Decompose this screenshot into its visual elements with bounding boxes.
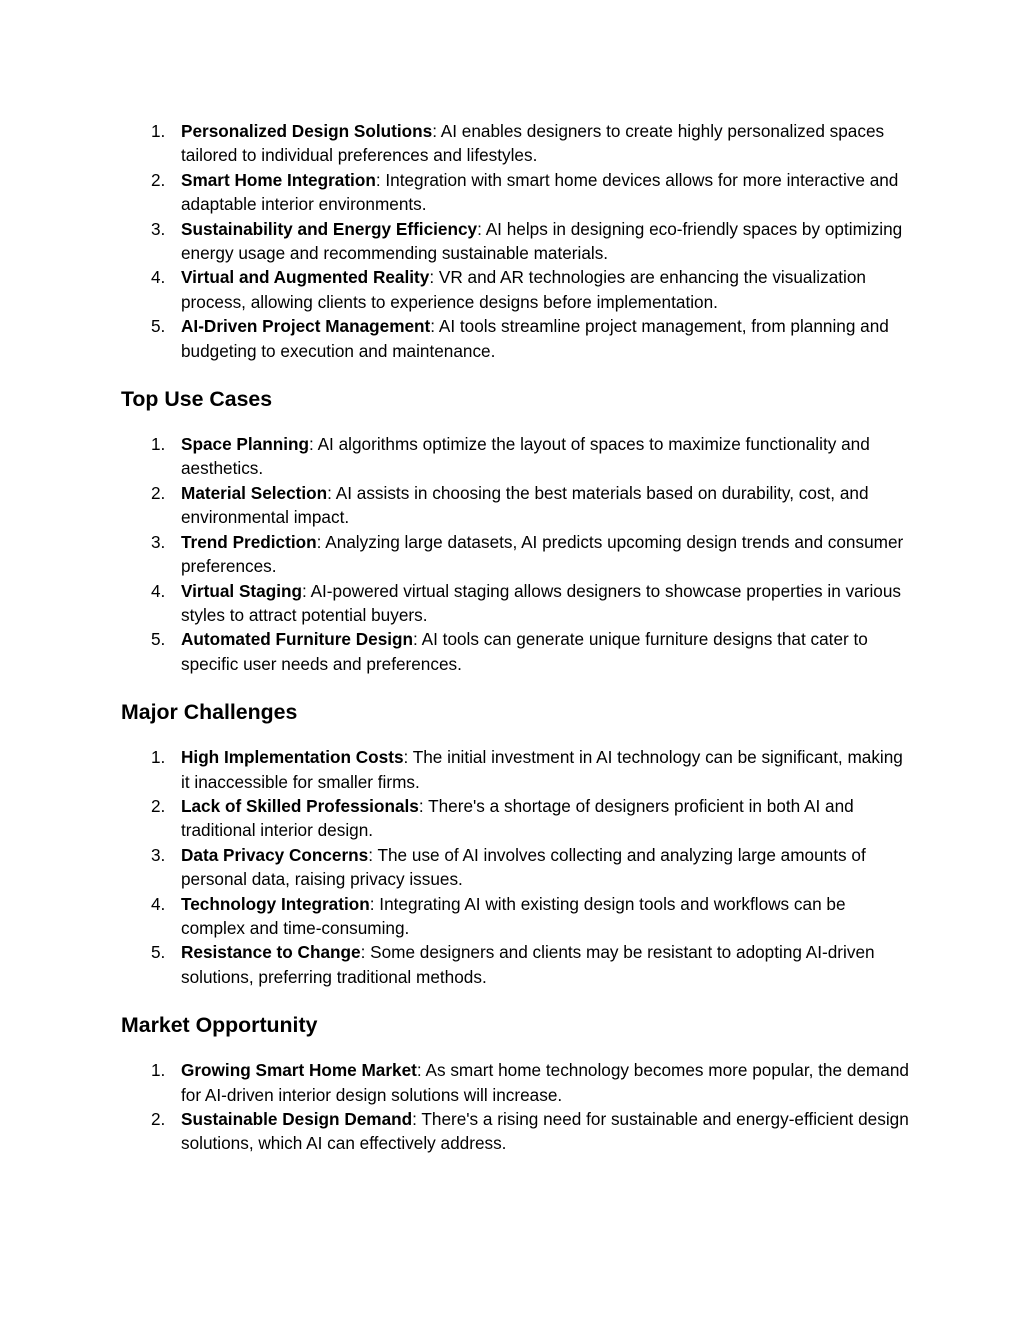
list-item-text: : AI helps in designing eco-friendly spaces by optimizing energy usage and recommending sustainable materials. xyxy=(181,218,903,264)
list-item-term: Smart Home Integration xyxy=(181,169,376,190)
list-item xyxy=(121,1107,911,1156)
list-number: 5. xyxy=(151,942,166,963)
list-item-text: : There's a rising need for sustainable and energy-efficient design solutions, which AI can effectively address. xyxy=(181,1109,909,1154)
list-item xyxy=(121,892,911,941)
trends-list xyxy=(121,119,911,363)
list-item-text: : Integrating AI with existing design tools and workflows can be complex and time-consuming. xyxy=(181,893,846,938)
list-item-term: Automated Furniture Design xyxy=(181,629,414,650)
list-number: 2. xyxy=(151,1109,166,1129)
list-number: 5. xyxy=(151,629,166,650)
list-item-text: : Integration with smart home devices allows for more interactive and adaptable interior environments. xyxy=(181,169,899,215)
list-number: 4. xyxy=(151,267,166,288)
list-number: 3. xyxy=(151,531,166,552)
list-item-term: Space Planning xyxy=(181,434,309,455)
opportunity-list xyxy=(121,1058,911,1156)
list-item-text: : VR and AR technologies are enhancing the visualization process, allowing clients to experience designs before implementation. xyxy=(181,267,866,312)
list-number: 4. xyxy=(151,580,166,601)
list-item xyxy=(121,794,911,843)
list-item-term: Sustainability and Energy Efficiency xyxy=(181,218,478,239)
list-number: 4. xyxy=(151,893,166,914)
list-item xyxy=(121,843,911,892)
list-item-term: High Implementation Costs xyxy=(181,747,404,768)
list-item xyxy=(121,530,911,579)
list-item xyxy=(121,940,911,989)
section-heading-major-challenges: Major Challenges xyxy=(121,700,298,725)
list-item-text: : AI enables designers to create highly personalized spaces tailored to individual preferences and lifestyles. xyxy=(181,121,885,166)
list-item xyxy=(121,579,911,628)
list-item-term: AI-Driven Project Management xyxy=(181,316,431,337)
list-item-text: : As smart home technology becomes more popular, the demand for AI-driven interior design solutions will increase. xyxy=(181,1060,909,1105)
list-item-term: Material Selection xyxy=(181,482,328,503)
list-item xyxy=(121,745,911,794)
list-item-text: : AI tools streamline project management, from planning and budgeting to execution and maintenance. xyxy=(181,316,889,361)
list-item-text: : The initial investment in AI technology can be significant, making it inaccessible for smaller firms. xyxy=(181,747,903,792)
list-number: 1. xyxy=(151,1060,166,1081)
list-item-text: : There's a shortage of designers proficient in both AI and traditional interior design. xyxy=(181,795,854,841)
challenges-list xyxy=(121,745,911,989)
list-item xyxy=(121,1058,911,1107)
list-item-term: Personalized Design Solutions xyxy=(181,121,433,141)
list-item-term: Technology Integration xyxy=(181,893,370,914)
list-item-text: : AI-powered virtual staging allows designers to showcase properties in various styles to attract potential buyers. xyxy=(181,580,901,625)
list-item xyxy=(121,119,911,168)
list-number: 3. xyxy=(151,218,166,239)
list-number: 3. xyxy=(151,844,166,865)
section-heading-market-opportunity: Market Opportunity xyxy=(121,1013,318,1038)
list-item-term: Trend Prediction xyxy=(181,531,317,552)
list-item-term: Data Privacy Concerns xyxy=(181,844,369,865)
list-item-text: : AI tools can generate unique furniture designs that cater to specific user needs and preferences. xyxy=(181,629,868,674)
list-item-term: Growing Smart Home Market xyxy=(181,1060,417,1081)
list-number: 1. xyxy=(151,747,166,768)
list-number: 2. xyxy=(151,169,166,190)
use-cases-list xyxy=(121,432,911,676)
list-item xyxy=(121,265,911,314)
list-number: 2. xyxy=(151,795,166,816)
list-item-text: : The use of AI involves collecting and analyzing large amounts of personal data, raising privacy issues. xyxy=(181,844,866,890)
document-content xyxy=(121,119,911,1156)
list-item xyxy=(121,314,911,363)
list-item-term: Virtual and Augmented Reality xyxy=(181,267,430,288)
list-item xyxy=(121,168,911,217)
list-number: 2. xyxy=(151,482,166,503)
list-item-text: : Some designers and clients may be resistant to adopting AI-driven solutions, preferring traditional methods. xyxy=(181,942,875,987)
list-item-term: Resistance to Change xyxy=(181,942,361,963)
list-number: 5. xyxy=(151,316,166,337)
list-number: 1. xyxy=(151,121,166,141)
list-item xyxy=(121,481,911,530)
list-item-text: : AI algorithms optimize the layout of spaces to maximize functionality and aesthetics. xyxy=(181,434,870,479)
section-heading-top-use-cases: Top Use Cases xyxy=(121,387,273,412)
list-item-text: : Analyzing large datasets, AI predicts upcoming design trends and consumer preferences. xyxy=(181,531,904,577)
list-item-text: : AI assists in choosing the best materials based on durability, cost, and environmental impact. xyxy=(181,482,869,528)
list-item-term: Lack of Skilled Professionals xyxy=(181,795,419,816)
list-item-term: Sustainable Design Demand xyxy=(181,1109,413,1129)
list-number: 1. xyxy=(151,434,166,455)
list-item xyxy=(121,432,911,481)
list-item xyxy=(121,217,911,266)
list-item xyxy=(121,627,911,676)
list-item-term: Virtual Staging xyxy=(181,580,302,601)
